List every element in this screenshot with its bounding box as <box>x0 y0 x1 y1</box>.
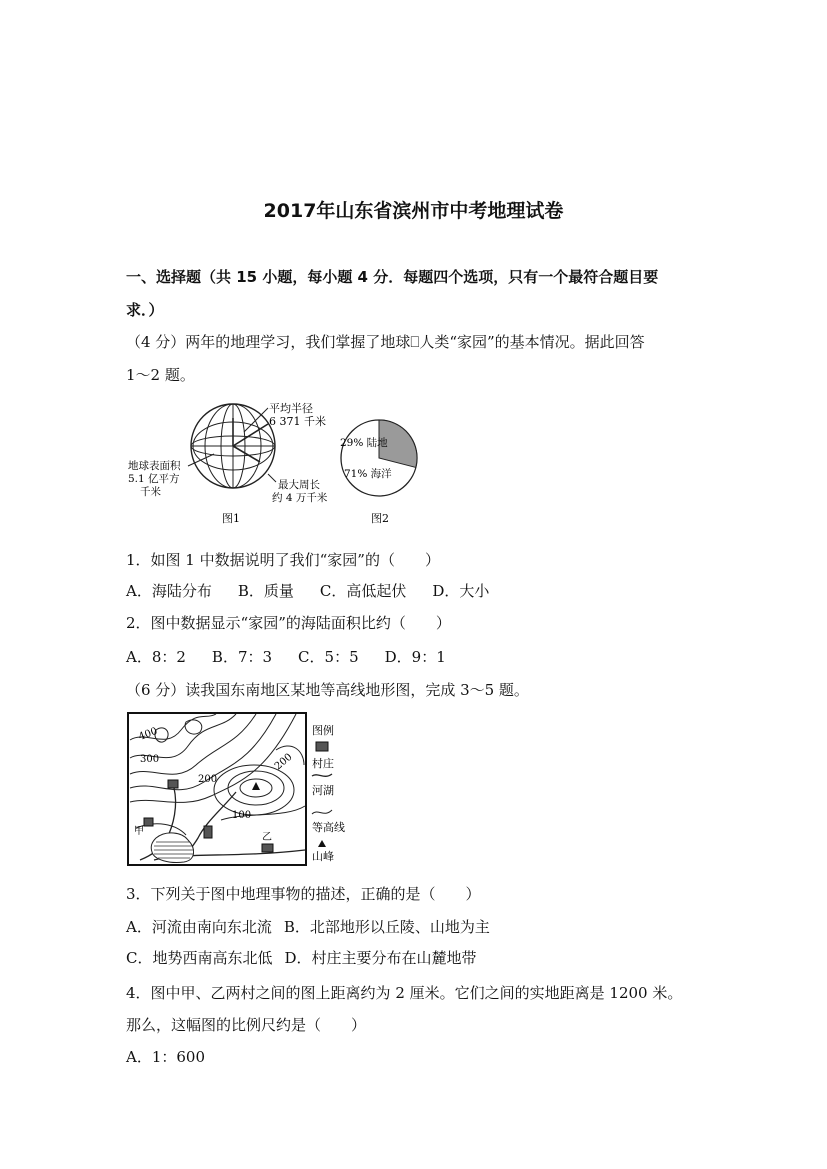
perimeter-label: 最大周长 <box>278 479 320 491</box>
q3-option-b[interactable]: B．北部地形以丘陵、山地为主 <box>283 918 490 936</box>
contour-label-400: 400 <box>137 725 159 743</box>
q3-option-d[interactable]: D．村庄主要分布在山麓地带 <box>284 949 477 967</box>
legend-contour: 等高线 <box>312 821 345 834</box>
q1-option-b[interactable]: B．质量 <box>237 582 294 600</box>
figure2-caption: 图2 <box>371 512 389 525</box>
intro-paragraph-1: （4 分）两年的地理学习，我们掌握了地球⎕人类“家园”的基本情况。据此回答 <box>126 333 645 351</box>
area-unit: 千米 <box>140 486 161 498</box>
q2-option-d[interactable]: D．9：1 <box>384 648 446 666</box>
earth-figures-svg <box>126 398 426 530</box>
ocean-label: 71% 海洋 <box>344 468 392 480</box>
legend-contour-icon <box>312 810 332 814</box>
legend-peak-icon <box>318 840 326 847</box>
section-heading: 一、选择题（共 15 小题，每小题 4 分．每题四个选项，只有一个最符合题目要 <box>126 268 659 286</box>
question-1-options <box>126 580 515 601</box>
q2-option-a[interactable]: A．8：2 <box>126 648 186 666</box>
q3-option-a[interactable]: A．河流由南向东北流 <box>126 918 272 936</box>
contour-label-100: 100 <box>232 810 252 821</box>
land-label: 29% 陆地 <box>340 437 388 449</box>
village-jia-icon <box>144 818 153 826</box>
q1-option-c[interactable]: C．高低起伏 <box>319 582 407 600</box>
question-4-cont: 那么，这幅图的比例尺约是（ ） <box>126 1016 367 1034</box>
village-north-icon <box>168 780 178 788</box>
question-4: 4．图中甲、乙两村之间的图上距离约为 2 厘米。它们之间的实地距离是 1200 米。 <box>126 984 683 1002</box>
question-3-options-row2 <box>126 947 477 968</box>
q3-option-c[interactable]: C．地势西南高东北低 <box>126 949 273 967</box>
question-3-options-row1 <box>126 916 490 937</box>
area-label: 地球表面积 <box>128 460 181 472</box>
village-yi-label: 乙 <box>262 832 272 843</box>
radius-label: 平均半径 <box>269 402 313 415</box>
earth-figures <box>126 398 426 530</box>
legend-village: 村庄 <box>312 757 334 770</box>
intro-paragraph-2: （6 分）读我国东南地区某地等高线地形图，完成 3～5 题。 <box>126 681 529 699</box>
village-icon <box>204 826 212 838</box>
globe-icon <box>188 404 276 488</box>
q4-option-a[interactable]: A．1：600 <box>126 1048 206 1066</box>
sea-land-pie <box>341 420 417 496</box>
village-jia-label: 甲 <box>134 826 144 837</box>
contour-map <box>126 710 356 870</box>
legend-lake-icon <box>312 774 332 776</box>
contour-label-200b: 200 <box>272 751 295 773</box>
question-2-options <box>126 646 472 667</box>
legend-title: 图例 <box>312 724 334 737</box>
figure1-caption: 图1 <box>222 512 240 525</box>
section-heading-cont: 求．） <box>126 301 164 319</box>
q2-option-b[interactable]: B．7：3 <box>211 648 273 666</box>
perimeter-value: 约 4 万千米 <box>272 492 328 504</box>
question-1: 1．如图 1 中数据说明了我们“家园”的（ ） <box>126 551 440 569</box>
contour-label-200a: 200 <box>198 774 218 785</box>
q1-option-a[interactable]: A．海陆分布 <box>126 582 212 600</box>
legend-village-icon <box>316 742 328 751</box>
question-3: 3．下列关于图中地理事物的描述，正确的是（ ） <box>126 885 481 903</box>
contour-map-svg <box>126 710 356 870</box>
village-yi-icon <box>262 844 273 852</box>
intro-paragraph-1-cont: 1～2 题。 <box>126 366 195 384</box>
contour-label-300: 300 <box>140 754 160 765</box>
question-2: 2．图中数据显示“家园”的海陆面积比约（ ） <box>126 614 451 632</box>
q2-option-c[interactable]: C．5：5 <box>298 648 359 666</box>
radius-value: 6 371 千米 <box>269 415 326 428</box>
legend-peak: 山峰 <box>312 850 334 863</box>
q1-option-d[interactable]: D．大小 <box>432 582 490 600</box>
area-value: 5.1 亿平方 <box>128 473 180 485</box>
page-title: 2017年山东省滨州市中考地理试卷 <box>263 200 564 222</box>
legend-lake: 河湖 <box>312 784 334 797</box>
